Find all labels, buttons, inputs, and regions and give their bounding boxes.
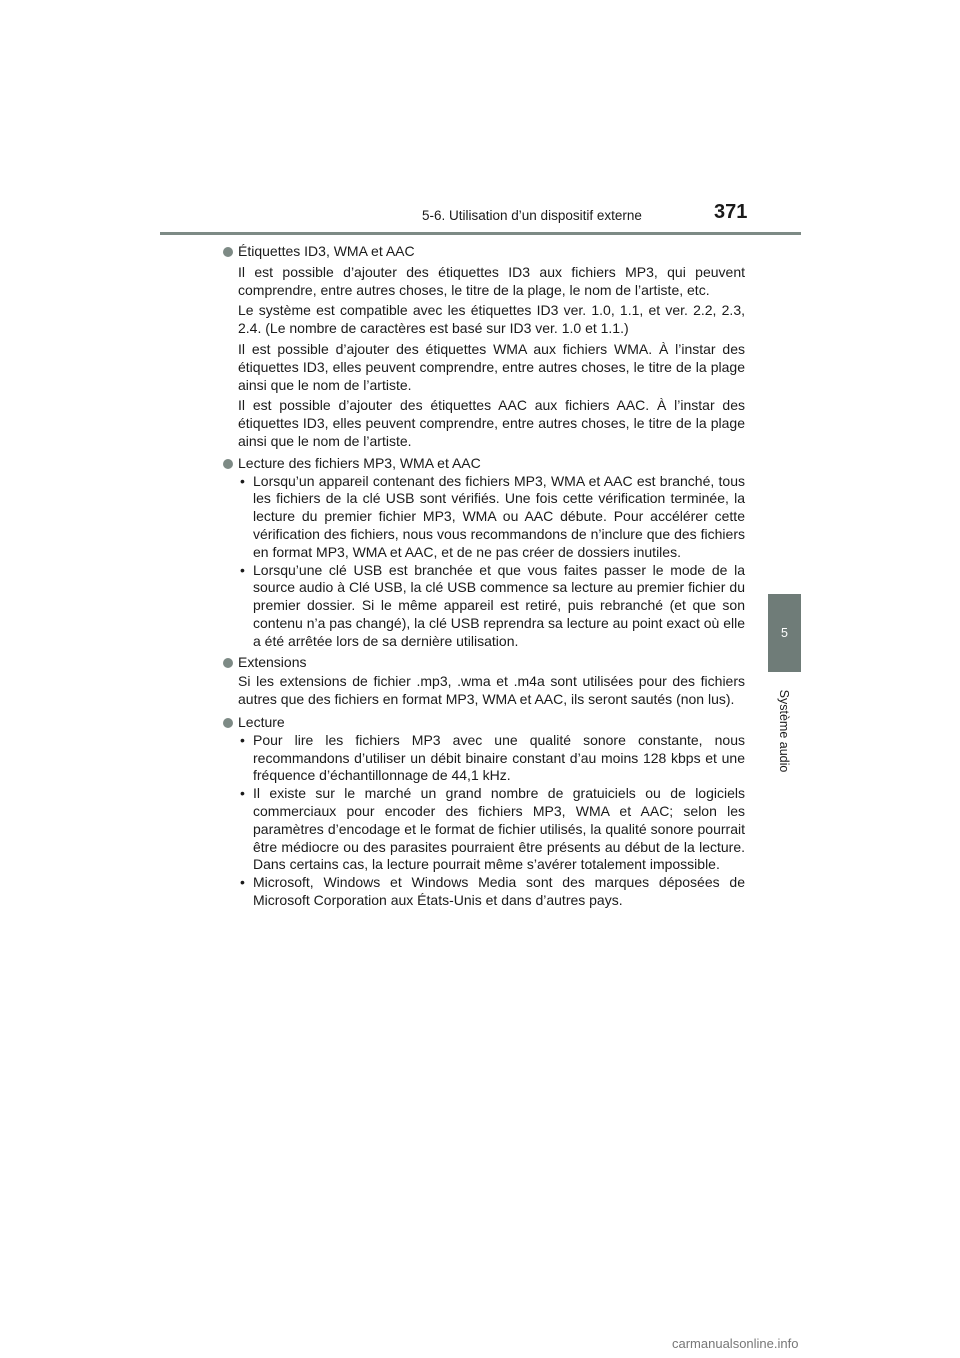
bullet-dot-icon <box>223 658 233 668</box>
bullet-dot-icon <box>223 718 233 728</box>
list-item-text: Pour lire les fichiers MP3 avec une qualité sonore constante, nous recommandons d’utiliser un débit binaire constant d’au moins 128 kbps et une fréquence d’échantillonnage de 44,1 kHz. <box>253 731 745 784</box>
bullet-marker: • <box>240 785 245 802</box>
topic-heading-text: Lecture <box>238 713 285 730</box>
topic-heading <box>222 654 745 672</box>
paragraph: Le système est compatible avec les étiquettes ID3 ver. 1.0, 1.1, et ver. 2.2, 2.3, 2.4. (Le nombre de caractères est basé sur ID3 ver. 1.0 et 1.1.) <box>238 302 745 337</box>
list-item <box>222 785 745 874</box>
watermark: carmanualsonline.info <box>672 1336 799 1351</box>
topic-playback <box>222 714 745 910</box>
page-content <box>222 240 745 910</box>
list-item <box>222 473 745 562</box>
list-item <box>222 562 745 651</box>
topic-heading-text: Étiquettes ID3, WMA et AAC <box>238 243 415 259</box>
bullet-list <box>222 473 745 651</box>
topic-heading-text: Extensions <box>238 653 307 670</box>
bullet-list <box>222 732 745 910</box>
list-item-text: Microsoft, Windows et Windows Media sont des marques déposées de Microsoft Corporation aux États-Unis et dans d’autres pays. <box>253 874 745 908</box>
list-item-text: Lorsqu’un appareil contenant des fichiers MP3, WMA et AAC est branché, tous les fichiers de la clé USB sont vérifiés. Une fois cette vérification terminée, la lecture du premier fichier MP3, WMA ou AAC débute. Pour accélérer cette vérification des fichiers, nous vous recommandons de n’inclure que des fichiers en format MP3, WMA et AAC, et de ne pas créer de dossiers inutiles. <box>253 472 745 560</box>
chapter-number: 5 <box>781 626 788 640</box>
bullet-marker: • <box>240 731 245 748</box>
chapter-label-text: Système audio <box>777 689 791 773</box>
header-rule <box>160 232 801 235</box>
topic-extensions <box>222 654 745 709</box>
bullet-dot-icon <box>223 459 233 469</box>
topic-heading <box>222 243 745 261</box>
paragraph: Il est possible d’ajouter des étiquettes AAC aux fichiers AAC. À l’instar des étiquettes ID3, elles peuvent comprendre, entre autres choses, le titre de la plage ainsi que le nom de l’artiste. <box>238 397 745 449</box>
bullet-marker: • <box>240 472 245 489</box>
topic-heading <box>222 714 745 732</box>
paragraph: Si les extensions de fichier .mp3, .wma et .m4a sont utilisées pour des fichiers autres que des fichiers en format MP3, WMA et AAC, ils seront sautés (non lus). <box>238 673 745 708</box>
topic-file-playback <box>222 455 745 651</box>
list-item-text: Il existe sur le marché un grand nombre de gratuiciels ou de logiciels commerciaux pour encoder des fichiers MP3, WMA et AAC; selon les paramètres d’encodage et le format de fichier utilisés, la qualité sonore pourrait être médiocre ou des parasites pourraient être présents au début de la lecture. Dans certains cas, la lecture pourrait même s’avérer totalement impossible. <box>253 785 745 873</box>
list-item <box>222 874 745 910</box>
topic-heading <box>222 455 745 473</box>
section-title: 5-6. Utilisation d’un dispositif externe <box>422 208 642 223</box>
page-number: 371 <box>714 201 748 223</box>
paragraph: Il est possible d’ajouter des étiquettes WMA aux fichiers WMA. À l’instar des étiquettes ID3, elles peuvent comprendre, entre autres choses, le titre de la plage ainsi que le nom de l’artiste. <box>238 340 745 393</box>
topic-id3-tags <box>222 243 745 451</box>
bullet-marker: • <box>240 561 245 578</box>
paragraph: Il est possible d’ajouter des étiquettes ID3 aux fichiers MP3, qui peuvent comprendre, entre autres choses, le titre de la plage, le nom de l’artiste, etc. <box>238 263 745 298</box>
list-item-text: Lorsqu’une clé USB est branchée et que vous faites passer le mode de la source audio à Clé USB, la clé USB commence sa lecture au premier fichier du premier dossier. Si le même appareil est retiré, puis rebranché (et que son contenu n’a pas changé), la clé USB reprendra sa lecture au point exact où elle a été arrêtée lors de sa dernière utilisation. <box>253 561 745 649</box>
page-header <box>0 0 960 240</box>
bullet-marker: • <box>240 874 245 891</box>
chapter-label <box>772 676 796 786</box>
topic-heading-text: Lecture des fichiers MP3, WMA et AAC <box>238 454 481 471</box>
list-item <box>222 732 745 785</box>
chapter-tab <box>768 594 801 672</box>
bullet-dot-icon <box>223 247 233 257</box>
